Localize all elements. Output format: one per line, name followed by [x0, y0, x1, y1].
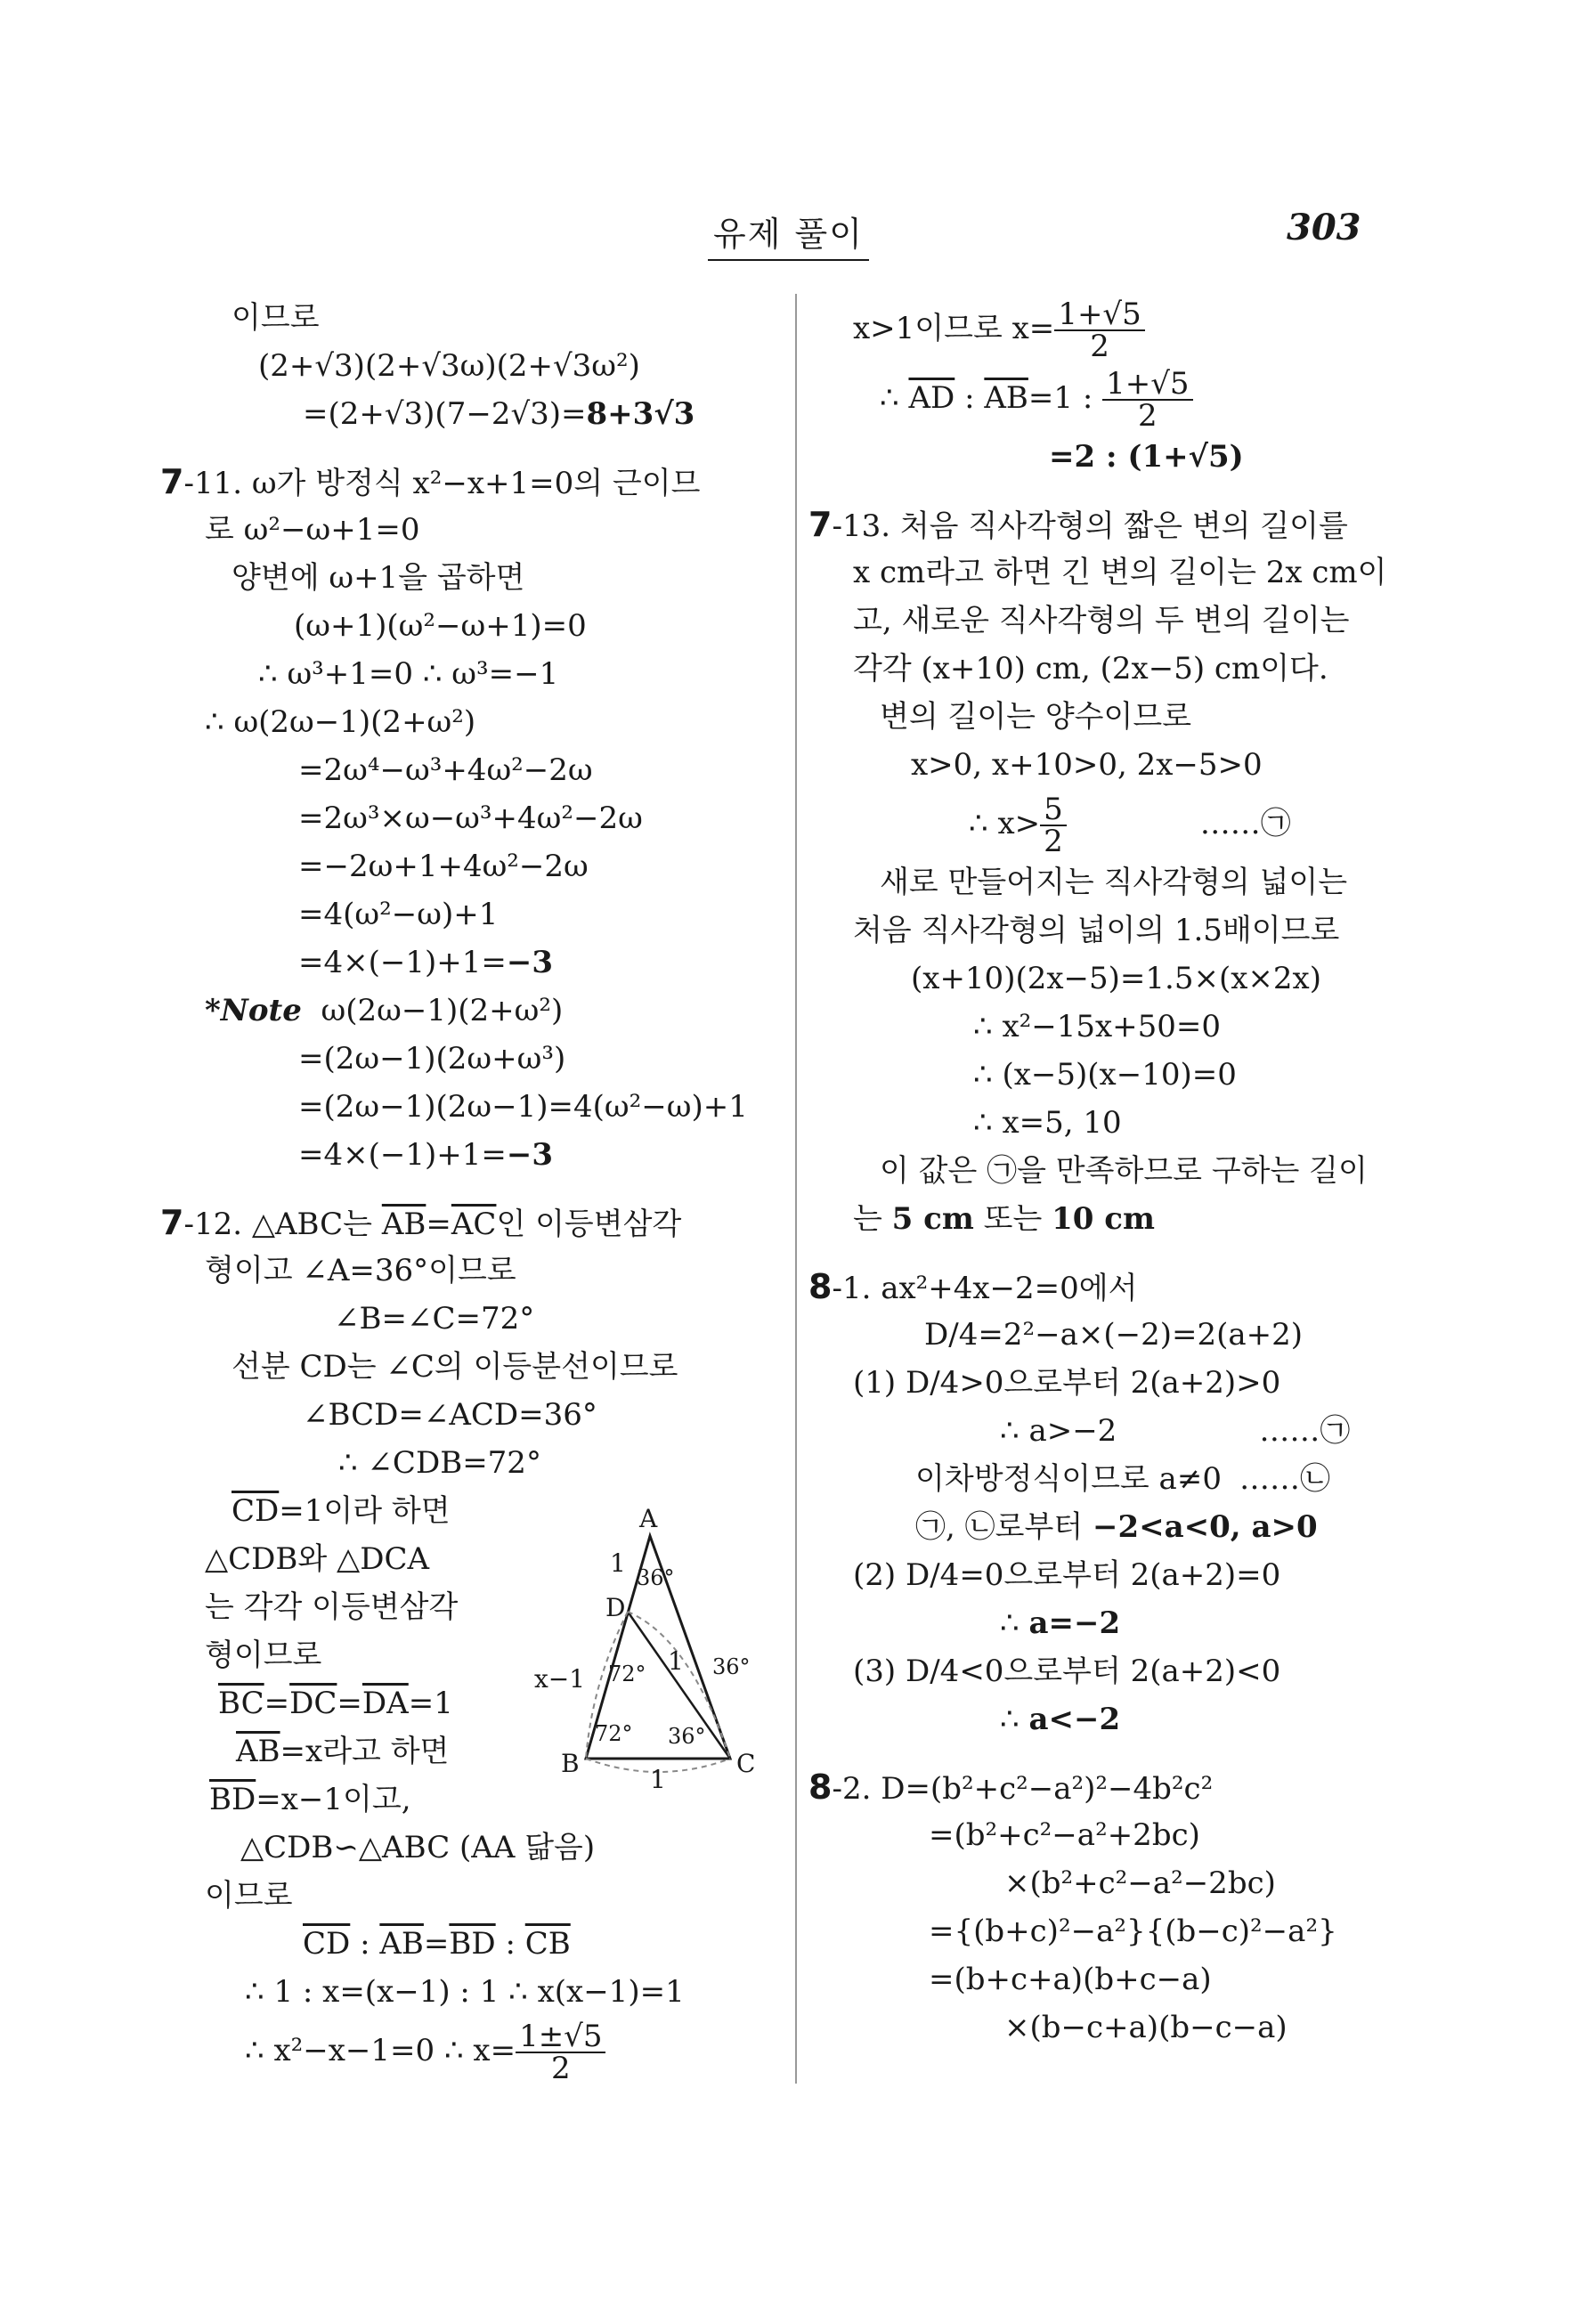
math-line: =−2ω+1+4ω²−2ω [298, 849, 589, 884]
math-line: ∴ a>−2 ……㉠ [1000, 1413, 1351, 1449]
problem-8-2: 8-2. D=(b²+c²−a²)²−4b²c² [808, 1767, 1214, 1807]
math-line: ∠B=∠C=72° [334, 1301, 535, 1337]
math-line: x>1이므로 x= $\frac{1+√5}{2}$ [817, 294, 1423, 363]
column-divider [795, 294, 797, 2084]
math-line: (x+10)(2x−5)=1.5×(x×2x) [911, 961, 1321, 996]
math-line: ∴ ∠CDB=72° [338, 1445, 541, 1481]
text-line: 는 각각 이등변삼각 [205, 1589, 459, 1625]
text-line: △CDB와 △DCA [205, 1541, 430, 1577]
math-line: x>0, x+10>0, 2x−5>0 [911, 747, 1263, 783]
math-line: (2) D/4=0으로부터 2(a+2)=0 [853, 1557, 1281, 1593]
math-line: =(b²+c²−a²+2bc) [929, 1817, 1200, 1853]
answer: a=−2 [1028, 1605, 1121, 1641]
text-line: 로 ω²−ω+1=0 [205, 512, 420, 548]
label-b: B [561, 1749, 580, 1778]
math-line: (1) D/4>0으로부터 2(a+2)>0 [853, 1365, 1281, 1401]
triangle-figure [325, 1505, 775, 1799]
problem-number: 7 [160, 1203, 184, 1242]
answer: −2<a<0, a>0 [1092, 1509, 1318, 1545]
math-line: ∴ a<−2 [1000, 1702, 1121, 1737]
math-line: ∴ $\overline{AD}$ : $\overline{AB}=1$ : $\frac{1+√5}{2}$ [817, 363, 1423, 433]
math-line: =(2+√3)(7−2√3)=8+3√3 [303, 396, 695, 432]
text-line: 는 5 cm 또는 10 cm [853, 1201, 1155, 1237]
math-line: =(2ω−1)(2ω−1)=4(ω²−ω)+1 [298, 1089, 748, 1125]
label-angle-d: 72° [608, 1662, 646, 1686]
fraction: $\frac{1+√5}{2}$ [1102, 369, 1192, 431]
note-line: *Note ω(2ω−1)(2+ω²) [205, 993, 564, 1028]
math-line: ∴ ω³+1=0 ∴ ω³=−1 [258, 656, 559, 692]
math-line: ×(b²+c²−a²−2bc) [1004, 1865, 1276, 1901]
text-line: 양변에 ω+1을 곱하면 [232, 560, 525, 596]
text-line: △CDB∽△ABC (AA 닮음) [240, 1830, 596, 1865]
text-line: 형이고 ∠A=36°이므로 [205, 1253, 516, 1288]
problem-8-1: 8-1. ax²+4x−2=0에서 [808, 1267, 1138, 1306]
math-line: =4×(−1)+1=−3 [298, 945, 554, 980]
math-line: ∴ ω(2ω−1)(2+ω²) [205, 704, 476, 740]
math-line: (2+√3)(2+√3ω)(2+√3ω²) [258, 348, 640, 384]
math-line: ∠BCD=∠ACD=36° [303, 1397, 597, 1433]
fraction: $\frac{1+√5}{2}$ [1054, 299, 1144, 362]
right-column [808, 294, 1423, 2052]
math-line: =4×(−1)+1=−3 [298, 1137, 554, 1173]
page-number: 303 [1287, 207, 1361, 248]
math-line: ×(b−c+a)(b−c−a) [1004, 2010, 1288, 2045]
answer: −3 [506, 1137, 554, 1173]
answer: 10 cm [1052, 1201, 1155, 1237]
label-side-bc: 1 [650, 1765, 666, 1794]
problem-number: 8 [808, 1767, 833, 1807]
label-side-dc: 1 [668, 1646, 684, 1676]
label-angle-c2: 36° [668, 1724, 706, 1749]
text-line: 각각 (x+10) cm, (2x−5) cm이다. [853, 651, 1328, 687]
problem-number: 7 [808, 505, 833, 544]
math-line: $\overline{CD}$ : $\overline{AB}=\overline{BD}$ : $\overline{CB}$ [303, 1926, 571, 1962]
label-a: A [639, 1505, 658, 1533]
label-side-ad: 1 [610, 1548, 626, 1578]
math-line: ∴ (x−5)(x−10)=0 [973, 1057, 1237, 1093]
text-line: $\overline{CD}=1$이라 하면 [232, 1493, 451, 1529]
math-line: (ω+1)(ω²−ω+1)=0 [294, 608, 587, 644]
math-line: ∴ x²−15x+50=0 [973, 1009, 1222, 1044]
problem-7-13: 7-13. 처음 직사각형의 짧은 변의 길이를 [808, 505, 1348, 544]
answer: −3 [506, 945, 554, 980]
math-line: =4(ω²−ω)+1 [298, 897, 499, 932]
problem-7-11: 7-11. ω가 방정식 x²−x+1=0의 근이므 [160, 462, 701, 501]
text-line: 변의 길이는 양수이므로 [880, 699, 1192, 735]
text-line: 이차방정식이므로 a≠0 ……㉡ [915, 1461, 1330, 1497]
math-line: ∴ x=5, 10 [973, 1105, 1122, 1141]
text-line: 선분 CD는 ∠C의 이등분선이므로 [232, 1349, 678, 1385]
math-line: =(2ω−1)(2ω+ω³) [298, 1041, 566, 1077]
math-line: =(b+c+a)(b+c−a) [929, 1962, 1212, 1997]
text-line: 이므로 [205, 1878, 293, 1914]
answer: =2 : (1+√5) [1049, 439, 1244, 475]
text-line: x cm라고 하면 긴 변의 길이는 2x cm이 [853, 555, 1387, 590]
text-line: 새로 만들어지는 직사각형의 넓이는 [880, 865, 1348, 900]
text-line: 이 값은 ㉠을 만족하므로 구하는 길이 [880, 1153, 1368, 1189]
fraction: $\frac{5}{2}$ [1040, 794, 1067, 857]
label-side-bd: x−1 [534, 1664, 586, 1694]
math-line: $\overline{BC}=\overline{DC}=\overline{DA}=1$ [218, 1686, 453, 1721]
answer: 8+3√3 [586, 396, 695, 432]
label-angle-c: 36° [712, 1654, 751, 1679]
math-line: D/4=2²−a×(−2)=2(a+2) [924, 1317, 1304, 1353]
text-line: 고, 새로운 직사각형의 두 변의 길이는 [853, 603, 1350, 638]
fraction: $\frac{1\pm√5}{2}$ [516, 2021, 605, 2084]
math-line: ∴ x²−x−1=0 ∴ x= $\frac{1\pm√5}{2}$ [169, 2016, 775, 2085]
text-line: 형이므로 [205, 1637, 322, 1673]
left-column [160, 294, 775, 2086]
answer: 5 cm [891, 1201, 974, 1237]
label-c: C [736, 1749, 756, 1778]
text-line: $\overline{AB}=x$라고 하면 [236, 1734, 450, 1769]
math-line: =2ω⁴−ω³+4ω²−2ω [298, 752, 593, 788]
text-line: 이므로 [232, 300, 320, 336]
math-line: ∴ a=−2 [1000, 1605, 1121, 1641]
label-d: D [605, 1593, 626, 1622]
math-line: ∴ x> $\frac{5}{2}$ ……㉠ [969, 792, 1291, 859]
text-line: ㉠, ㉡로부터 −2<a<0, a>0 [915, 1509, 1318, 1545]
problem-7-12: 7-12. △ABC는 $\overline{AB}=\overline{AC}$인 이등변삼각 [160, 1203, 682, 1242]
answer: a<−2 [1028, 1702, 1121, 1737]
label-angle-b: 72° [595, 1721, 633, 1746]
text-line: 처음 직사각형의 넓이의 1.5배이므로 [853, 913, 1340, 948]
page-header-title: 유제 풀이 [708, 207, 869, 261]
math-line: (3) D/4<0으로부터 2(a+2)<0 [853, 1654, 1281, 1689]
math-line: ∴ 1 : x=(x−1) : 1 ∴ x(x−1)=1 [245, 1974, 685, 2010]
problem-number: 7 [160, 462, 184, 501]
problem-number: 8 [808, 1267, 833, 1306]
label-angle-a: 36° [637, 1565, 675, 1590]
math-line: =2ω³×ω−ω³+4ω²−2ω [298, 800, 643, 836]
note-label: *Note [205, 993, 302, 1028]
math-line: ={(b+c)²−a²}{(b−c)²−a²} [929, 1914, 1337, 1949]
text-line: $\overline{BD}=x-1$이고, [209, 1782, 411, 1817]
